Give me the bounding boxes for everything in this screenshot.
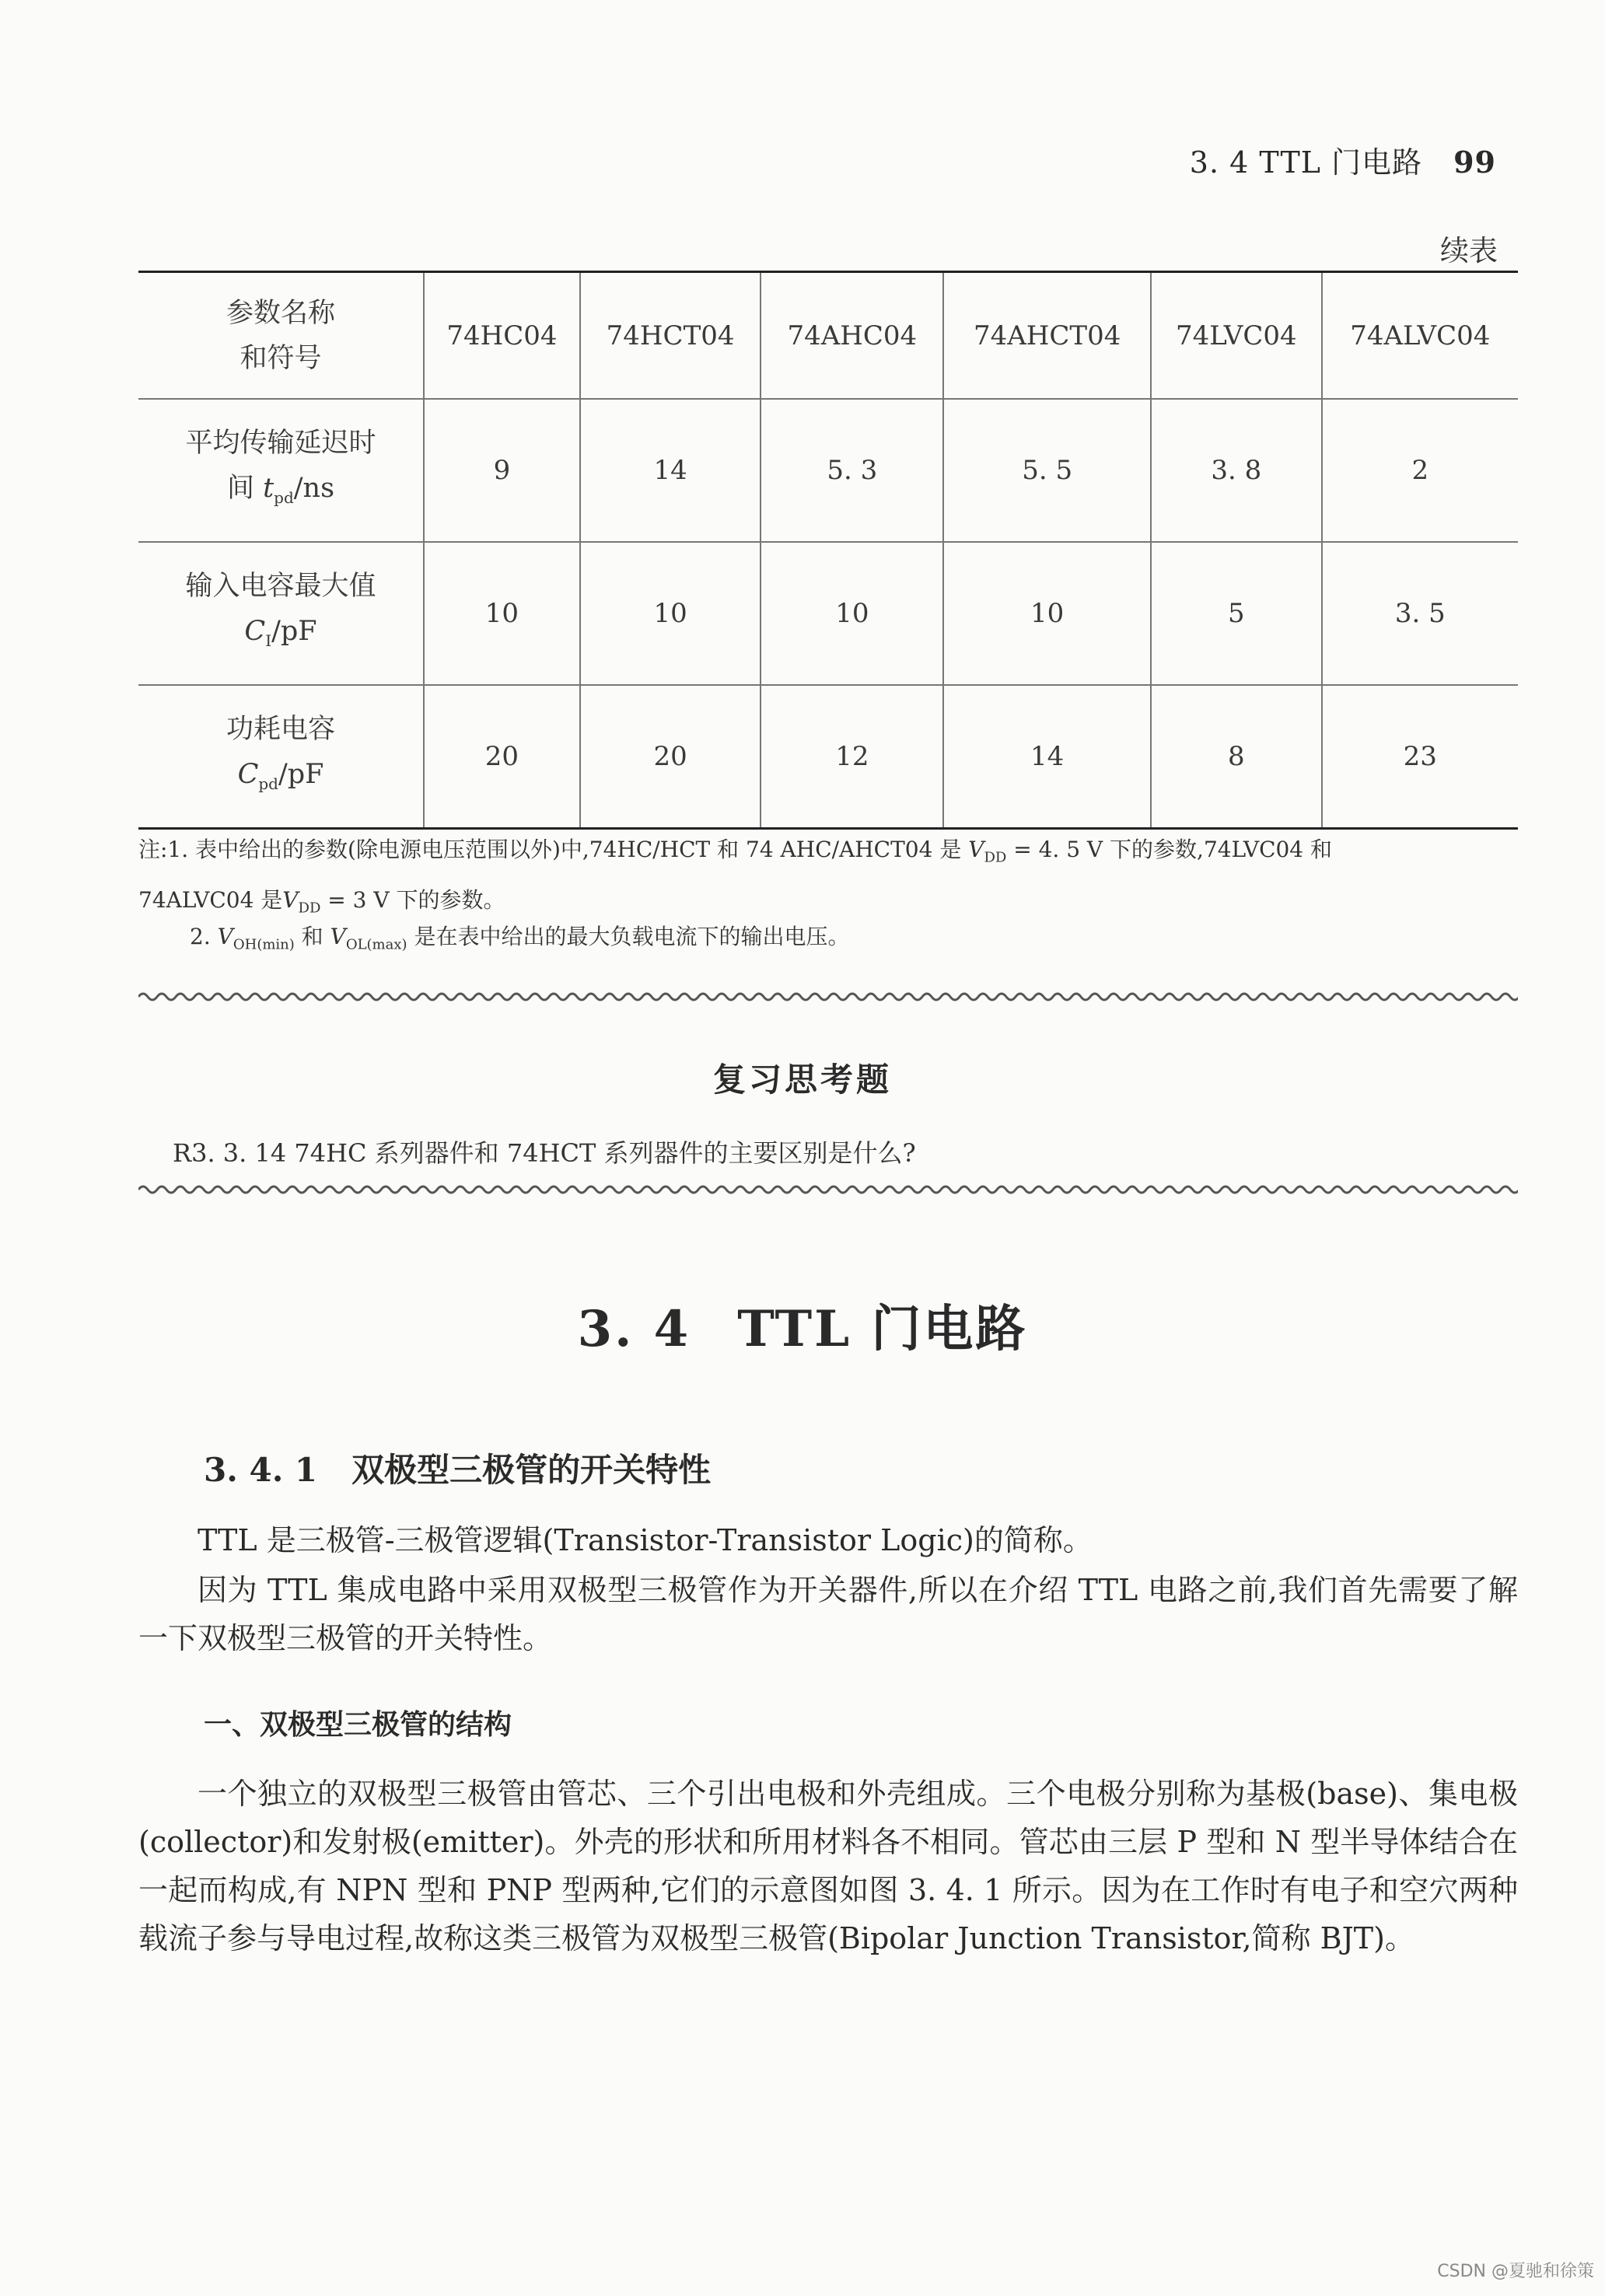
- col-header: 74HC04: [424, 272, 580, 400]
- heading-structure: 一、双极型三极管的结构: [204, 1709, 512, 1741]
- watermark: CSDN @夏驰和徐策: [1437, 2262, 1594, 2281]
- running-header: [1190, 138, 1496, 181]
- table-cell: 14: [580, 399, 761, 542]
- table-cell: 20: [580, 685, 761, 829]
- col-header: 74ALVC04: [1322, 272, 1518, 400]
- subsection-title: 3. 4. 1 双极型三极管的开关特性: [204, 1451, 712, 1489]
- table-cell: 3. 5: [1322, 542, 1518, 685]
- row-label: 平均传输延迟时 间 $t_{pd}/ns$: [138, 399, 424, 542]
- table-cell: 12: [761, 685, 943, 829]
- table-cell: 23: [1322, 685, 1518, 829]
- table-note-2: 2. $V_{OH(min)}$ 和 $V_{OL(max)}$ 是在表中给出的最大负载电流下的输出电压。: [190, 924, 850, 953]
- table-continued-label: 续表: [1440, 234, 1498, 267]
- table-cell: 2: [1322, 399, 1518, 542]
- col-header: 74AHCT04: [943, 272, 1151, 400]
- table-cell: 10: [424, 542, 580, 685]
- table-row: [138, 685, 1518, 829]
- table-cell: 5: [1151, 542, 1322, 685]
- table-header-label: 参数名称 和符号: [138, 272, 424, 400]
- paragraph-3: 一个独立的双极型三极管由管芯、三个引出电极和外壳组成。三个电极分别称为基极(base)、集电极(collector)和发射极(emitter)。外壳的形状和所用材料各不相同。管芯由三层 P 型和 N 型半导体结合在一起而构成,有 NPN 型和 PNP 型两种,它们的示意图如图 3. 4. 1 所示。因为在工作时有电子和空穴两种载流子参与导电过程,故称这类三极管为双极型三极管(Bipolar Junction Transistor,简称 BJT)。: [138, 1777, 1518, 1955]
- table-cell: 8: [1151, 685, 1322, 829]
- row-label: 输入电容最大值 $C_I/pF$: [138, 542, 424, 685]
- table-cell: 20: [424, 685, 580, 829]
- table-note-1: 注:1. 表中给出的参数(除电源电压范围以外)中,74HC/HCT 和 74 AHC/AHCT04 是 $V_{DD} = 4$. 5 V 下的参数,74LVC04 和 74ALVC04 是$V_{DD} = 3$ V 下的参数。: [138, 837, 1333, 917]
- table-cell: 10: [943, 542, 1151, 685]
- table-header-row: [138, 272, 1518, 400]
- row-label: 功耗电容 $C_{pd}/pF$: [138, 685, 424, 829]
- parameter-table: [138, 271, 1518, 830]
- wavy-divider-bottom: [138, 1182, 1518, 1197]
- table-cell: 10: [580, 542, 761, 685]
- review-questions-title: 复习思考题: [712, 1061, 892, 1099]
- section-title: 3. 4 TTL 门电路: [577, 1300, 1028, 1358]
- paragraph-2: 因为 TTL 集成电路中采用双极型三极管作为开关器件,所以在介绍 TTL 电路之前,我们首先需要了解一下双极型三极管的开关特性。: [138, 1573, 1518, 1655]
- col-header: 74LVC04: [1151, 272, 1322, 400]
- table-row: [138, 399, 1518, 542]
- table-row: [138, 542, 1518, 685]
- table-cell: 10: [761, 542, 943, 685]
- table-cell: 14: [943, 685, 1151, 829]
- paragraph-1: TTL 是三极管-三极管逻辑(Transistor-Transistor Logic)的简称。: [198, 1523, 1093, 1557]
- wavy-divider-top: [138, 989, 1518, 1005]
- table-cell: 9: [424, 399, 580, 542]
- col-header: 74HCT04: [580, 272, 761, 400]
- table-cell: 5. 5: [943, 399, 1151, 542]
- header-section: 3. 4 TTL 门电路: [1189, 145, 1423, 180]
- table-cell: 3. 8: [1151, 399, 1322, 542]
- page-number: 99: [1453, 145, 1496, 180]
- col-header: 74AHC04: [761, 272, 943, 400]
- table-cell: 5. 3: [761, 399, 943, 542]
- review-question-item: R3. 3. 14 74HC 系列器件和 74HCT 系列器件的主要区别是什么?: [173, 1138, 916, 1168]
